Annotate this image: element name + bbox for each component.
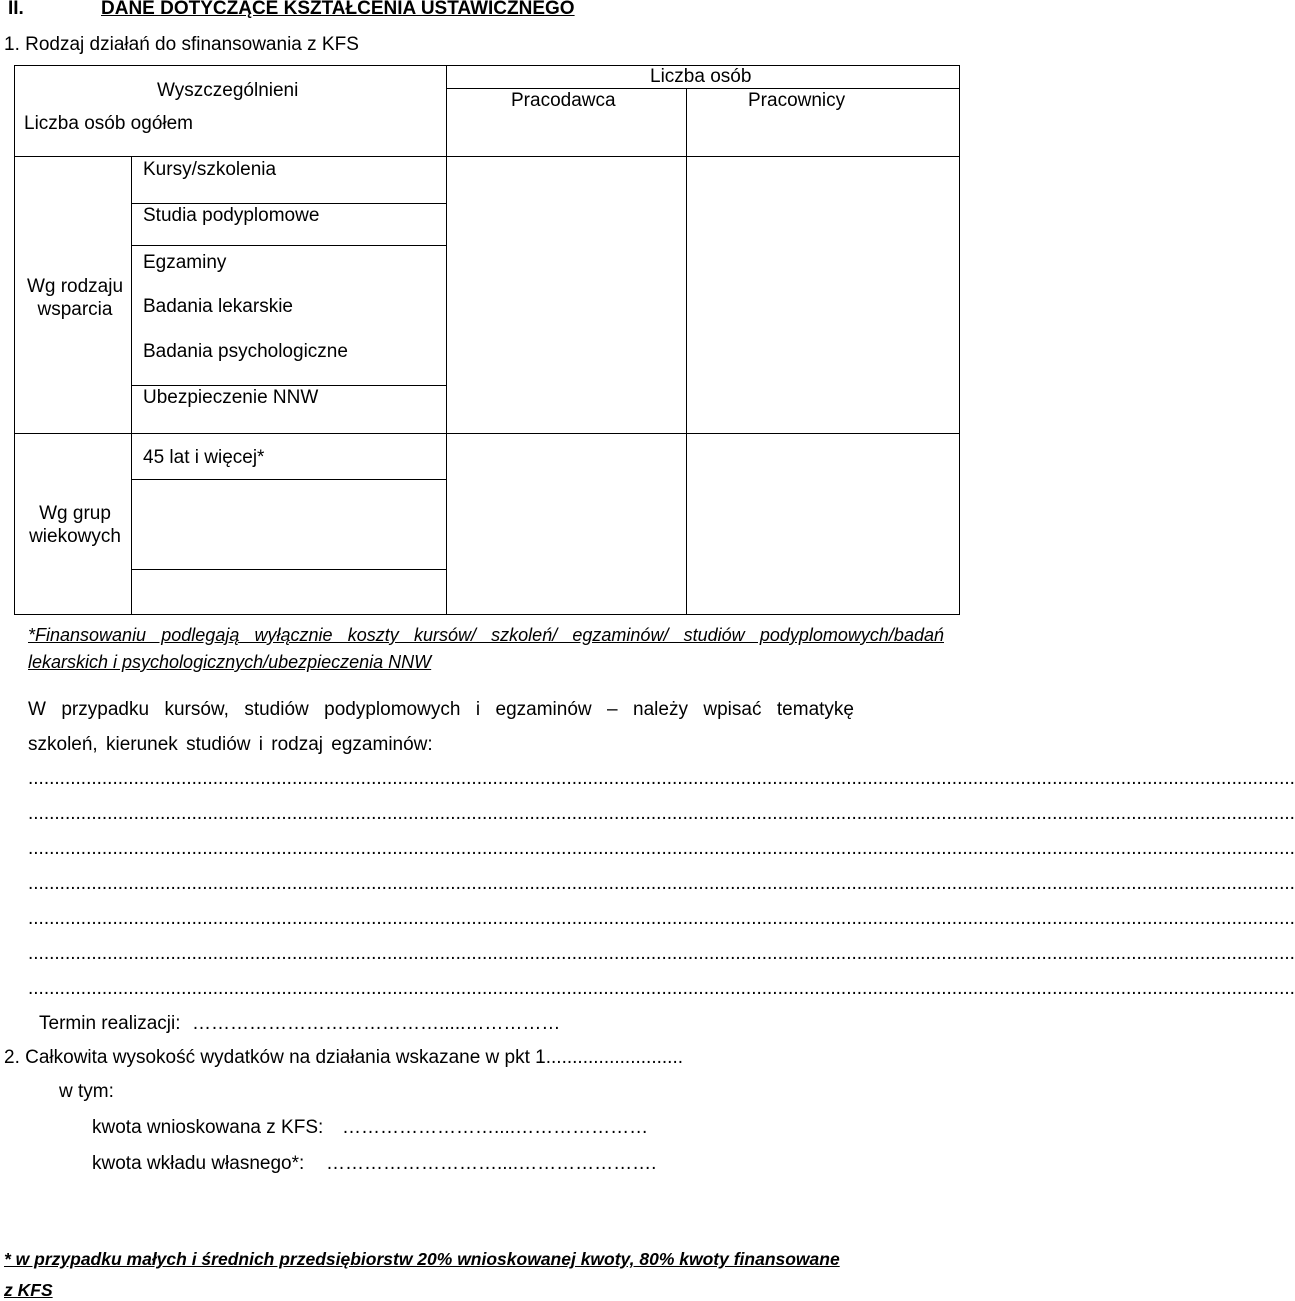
header-employer: Pracodawca xyxy=(511,90,616,111)
termin-label: Termin realizacji: xyxy=(39,1013,181,1034)
header-total: Liczba osób ogółem xyxy=(24,113,193,134)
header-spec: Wyszczególnieni xyxy=(157,80,299,101)
own-contribution-label: kwota wkładu własnego*: xyxy=(92,1153,305,1174)
item2-in-it: w tym: xyxy=(59,1081,114,1102)
support-row-label: Kursy/szkolenia xyxy=(143,159,277,180)
age-row-label: 45 lat i więcej* xyxy=(143,447,265,468)
support-row-label: Badania psychologiczne xyxy=(143,341,348,362)
support-row-label: Badania lekarskie xyxy=(143,296,293,317)
header-employees: Pracownicy xyxy=(748,90,846,111)
own-contribution-field[interactable]: ………………………....…………………. xyxy=(326,1153,657,1174)
table-header-sep xyxy=(446,88,960,89)
answer-line[interactable]: ................................................................................................................................................................................................................................................ xyxy=(28,978,1295,999)
termin-field[interactable]: ………………………………….....…………… xyxy=(192,1013,561,1034)
footnote-line2: z KFS xyxy=(4,1280,53,1300)
section-number: II. xyxy=(8,0,24,19)
group-support-label: Wg rodzaju wsparcia xyxy=(26,276,124,320)
item2-title: 2. Całkowita wysokość wydatków na działania wskazane w pkt 1.......................... xyxy=(4,1047,683,1068)
support-row-label: Studia podyplomowe xyxy=(143,205,320,226)
answer-line[interactable]: ................................................................................................................................................................................................................................................ xyxy=(28,873,1295,894)
group-age-label: Wg grup wiekowych xyxy=(29,503,121,547)
instruction-line1: W przypadku kursów, studiów podyplomowych i egzaminów – należy wpisać tematykę xyxy=(28,699,854,720)
kfs-amount-field[interactable]: ……………………....………………… xyxy=(342,1117,649,1138)
footnote-line1: * w przypadku małych i średnich przedsiębiorstw 20% wnioskowanej kwoty, 80% kwoty finansowane xyxy=(4,1249,840,1269)
kfs-amount-label: kwota wnioskowana z KFS: xyxy=(92,1117,324,1138)
answer-line[interactable]: ................................................................................................................................................................................................................................................ xyxy=(28,768,1295,789)
answer-line[interactable]: ................................................................................................................................................................................................................................................ xyxy=(28,943,1295,964)
answer-line[interactable]: ................................................................................................................................................................................................................................................ xyxy=(28,803,1295,824)
section-title: DANE DOTYCZĄCE KSZTAŁCENIA USTAWICZNEGO xyxy=(101,0,575,19)
table-border-top xyxy=(14,65,960,66)
answer-line[interactable]: ................................................................................................................................................................................................................................................ xyxy=(28,838,1295,859)
instruction-line2: szkoleń, kierunek studiów i rodzaj egzaminów: xyxy=(28,734,433,755)
financing-note: *Finansowaniu podlegają wyłącznie koszty kursów/ szkoleń/ egzaminów/ studiów podyplomowych/badań lekarskich i psychologicznych/ubezpieczenia NNW xyxy=(28,625,944,672)
support-row-label: Ubezpieczenie NNW xyxy=(143,387,319,408)
header-count: Liczba osób xyxy=(650,66,752,87)
support-row-label: Egzaminy xyxy=(143,252,227,273)
item1-title: 1. Rodzaj działań do sfinansowania z KFS xyxy=(4,34,359,55)
answer-line[interactable]: ................................................................................................................................................................................................................................................ xyxy=(28,908,1295,929)
